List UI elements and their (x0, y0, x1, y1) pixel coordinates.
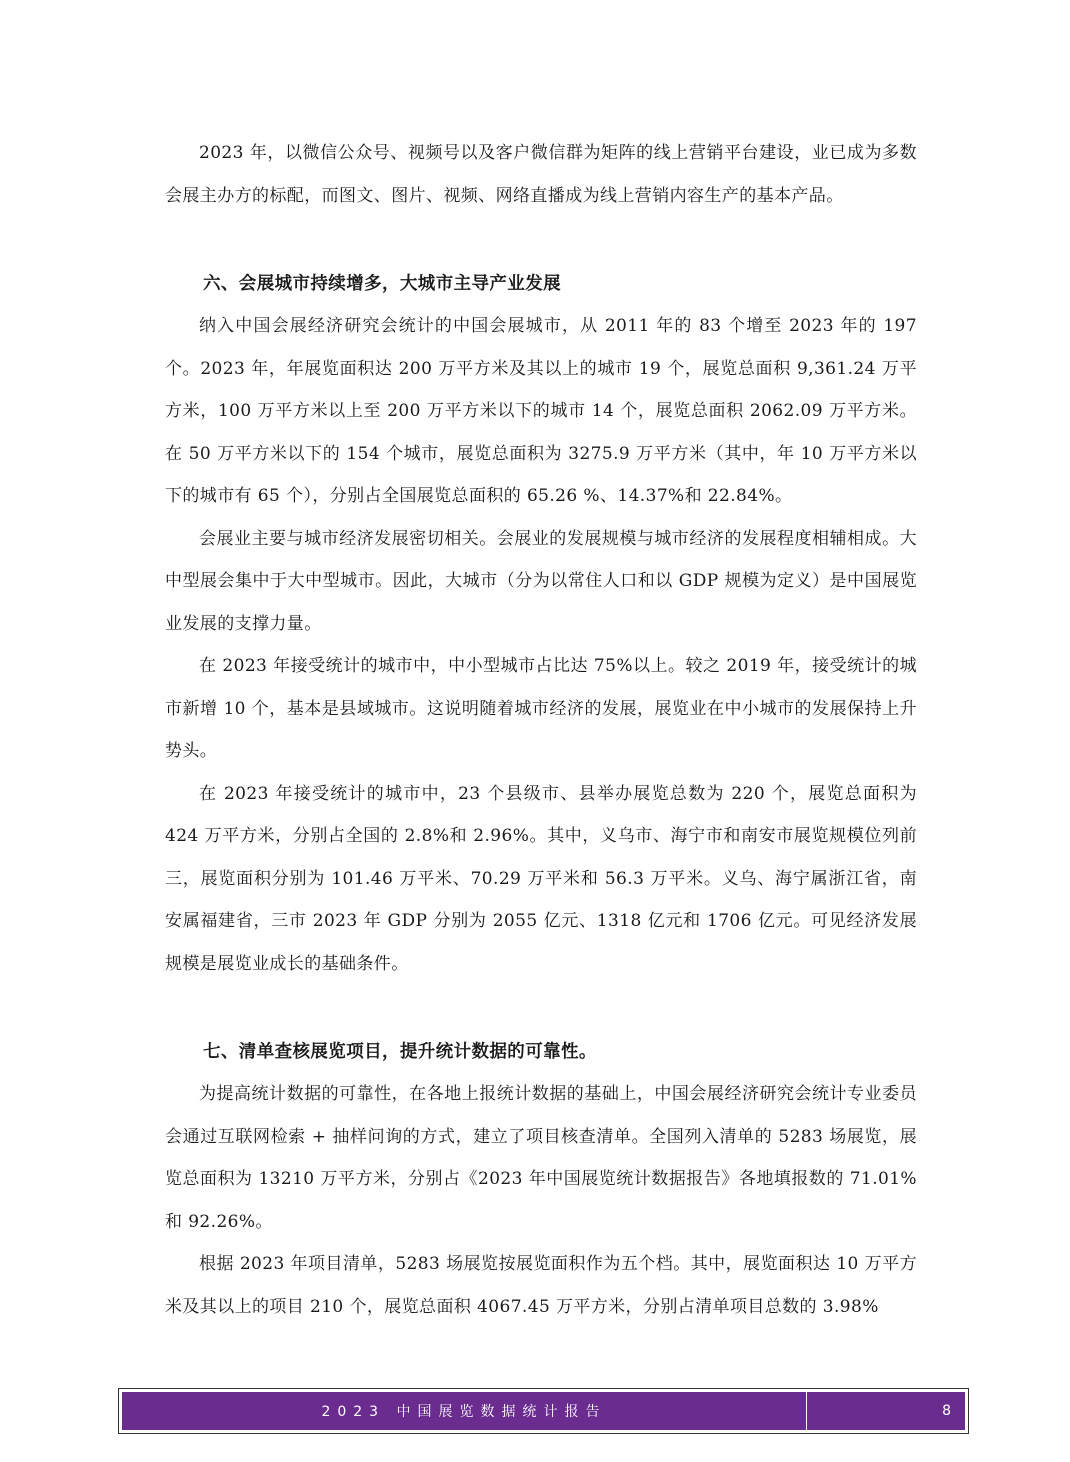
section-6-paragraph-2: 会展业主要与城市经济发展密切相关。会展业的发展规模与城市经济的发展程度相辅相成。大中型展会集中于大中型城市。因此，大城市（分为以常住人口和以 GDP 规模为定义）是中国展览业发展的支撑力量。 (165, 528, 917, 634)
page-footer (118, 1388, 969, 1434)
section-7-paragraph-2: 根据 2023 年项目清单，5283 场展览按展览面积作为五个档。其中，展览面积达 10 万平方米及其以上的项目 210 个，展览总面积 4067.45 万平方米，分别占清单项目总数的 3.98% (165, 1254, 917, 1317)
page-number: 8 (942, 1403, 951, 1419)
section-spacer (165, 217, 917, 263)
page-content (165, 132, 917, 1328)
section-6-paragraph-3: 在 2023 年接受统计的城市中，中小型城市占比达 75%以上。较之 2019 年，接受统计的城市新增 10 个，基本是县域城市。这说明随着城市经济的发展，展览业在中小城市的发展保持上升势头。 (165, 656, 917, 761)
section-7-paragraph-1: 为提高统计数据的可靠性，在各地上报统计数据的基础上，中国会展经济研究会统计专业委员会通过互联网检索 + 抽样问询的方式，建立了项目核查清单。全国列入清单的 5283 场展览，展览总面积为 13210 万平方米，分别占《2023 年中国展览统计数据报告》各地填报数的 71.01%和 92.26%。 (165, 1084, 917, 1232)
footer-bar (122, 1392, 965, 1430)
section-6-paragraph-1: 纳入中国会展经济研究会统计的中国会展城市，从 2011 年的 83 个增至 2023 年的 197 个。2023 年，年展览面积达 200 万平方米及其以上的城市 19 个，展览总面积 9,361.24 万平方米，100 万平方米以上至 200 万平方米以下的城市 14 个，展览总面积 2062.09 万平方米。在 50 万平方米以下的 154 个城市，展览总面积为 3275.9 万平方米（其中，年 10 万平方米以下的城市有 65 个），分别占全国展览总面积的 65.26 %、14.37%和 22.84%。 (165, 316, 917, 506)
section-6-paragraph-4: 在 2023 年接受统计的城市中，23 个县级市、县举办展览总数为 220 个，展览总面积为 424 万平方米，分别占全国的 2.8%和 2.96%。其中，义乌市、海宁市和南安市展览规模位列前三，展览面积分别为 101.46 万平米、70.29 万平米和 56.3 万平米。义乌、海宁属浙江省，南安属福建省，三市 2023 年 GDP 分别为 2055 亿元、1318 亿元和 1706 亿元。可见经济发展规模是展览业成长的基础条件。 (165, 783, 917, 974)
section-6-heading: 六、会展城市持续增多，大城市主导产业发展 (203, 274, 561, 294)
intro-paragraph: 2023 年，以微信公众号、视频号以及客户微信群为矩阵的线上营销平台建设，业已成为多数会展主办方的标配，而图文、图片、视频、网络直播成为线上营销内容生产的基本产品。 (165, 143, 917, 206)
section-7-heading: 七、清单查核展览项目，提升统计数据的可靠性。 (203, 1042, 597, 1062)
footer-report-title: 2023 中国展览数据统计报告 (122, 1392, 807, 1430)
section-spacer (165, 985, 917, 1031)
